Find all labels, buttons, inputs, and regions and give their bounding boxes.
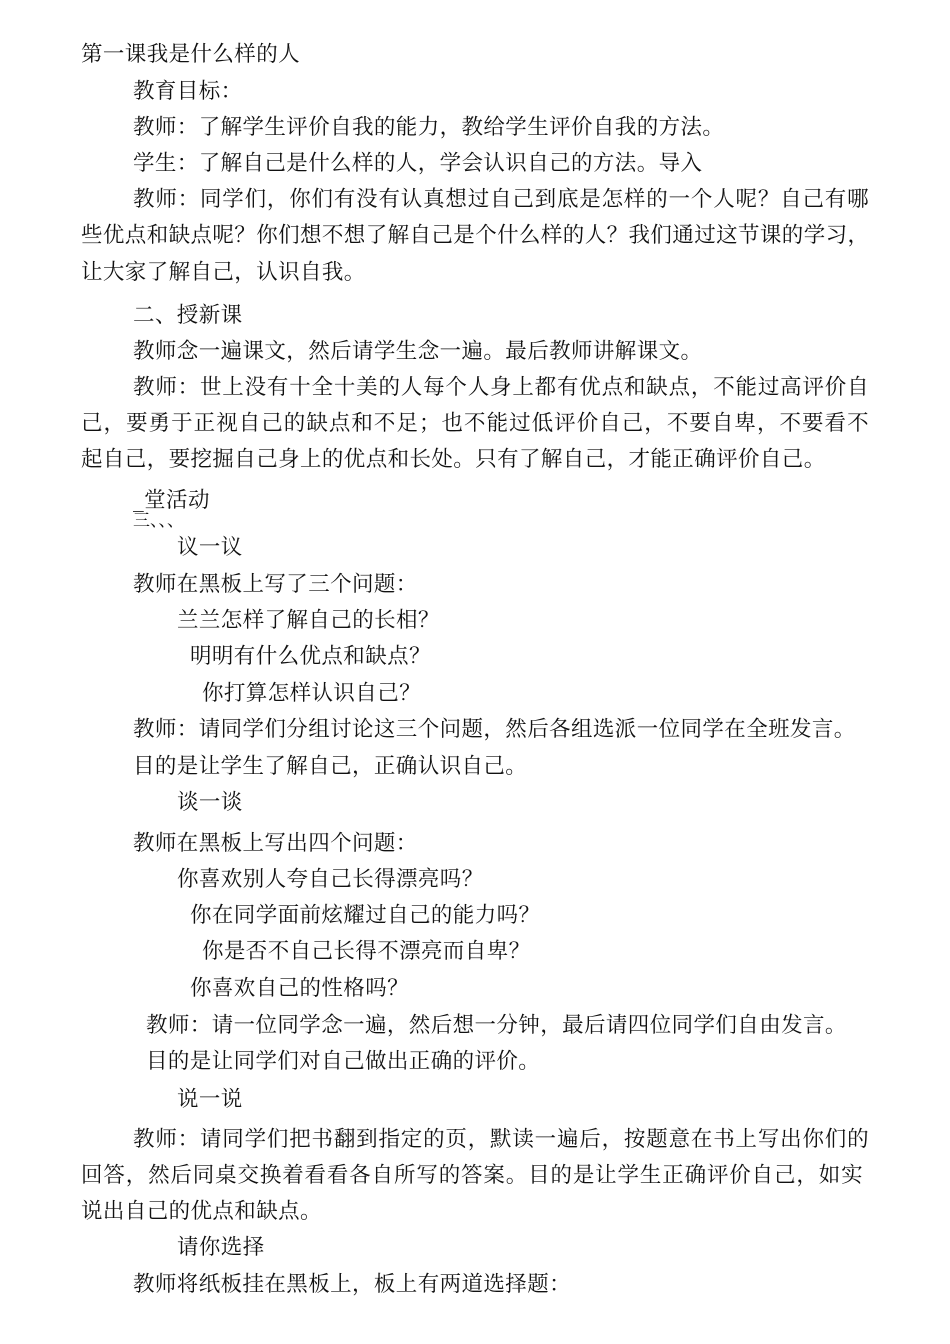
activity-purpose: 目的是让学生了解自己，正确认识自己。 [133, 754, 528, 779]
question-item: 你喜欢别人夸自己长得漂亮吗？ [177, 867, 484, 892]
activity-instruction: 教师：请一位同学念一遍，然后想一分钟，最后请四位同学们自由发言。 [146, 1013, 847, 1038]
activity-heading: 请你选择 [177, 1235, 265, 1260]
intro-paragraph-line: 让大家了解自己，认识自我。 [81, 260, 366, 285]
activity-paragraph-line: 教师：请同学们把书翻到指定的页，默读一遍后，按题意在书上写出你们的 [133, 1127, 869, 1152]
activity-intro: 教师在黑板上写了三个问题： [133, 572, 418, 597]
section3-number-marks: 三、、、 [133, 511, 184, 531]
goals-heading: 教育目标： [133, 79, 243, 104]
question-item: 你喜欢自己的性格吗？ [190, 976, 410, 1001]
question-item: 你是否不自己长得不漂亮而自卑？ [202, 939, 531, 964]
goal-student: 学生：了解自己是什么样的人，学会认识自己的方法。导入 [133, 151, 703, 176]
activity-intro: 教师在黑板上写出四个问题： [133, 831, 418, 856]
intro-paragraph-line: 些优点和缺点呢？你们想不想了解自己是个什么样的人？我们通过这节课的学习， [81, 223, 870, 248]
activity-heading: 谈一谈 [177, 790, 243, 815]
question-item: 你打算怎样认识自己？ [202, 681, 422, 706]
lesson-title: 第一课我是什么样的人 [81, 42, 301, 67]
activity-intro: 教师将纸板挂在黑板上，板上有两道选择题： [133, 1272, 572, 1297]
activity-purpose: 目的是让同学们对自己做出正确的评价。 [146, 1049, 541, 1074]
section3-heading: _堂活动 [133, 488, 210, 513]
activity-paragraph-line: 说出自己的优点和缺点。 [81, 1199, 322, 1224]
section2-paragraph-line: 己，要勇于正视自己的缺点和不足；也不能过低评价自己，不要自卑，不要看不 [81, 411, 869, 436]
section2-paragraph-line: 教师：世上没有十全十美的人每个人身上都有优点和缺点，不能过高评价自 [133, 375, 869, 400]
activity-heading: 议一议 [177, 535, 243, 560]
section2-paragraph: 教师念一遍课文，然后请学生念一遍。最后教师讲解课文。 [133, 339, 703, 364]
question-item: 兰兰怎样了解自己的长相？ [177, 608, 440, 633]
question-item: 你在同学面前炫耀过自己的能力吗？ [190, 903, 541, 928]
activity-paragraph-line: 回答，然后同桌交换着看看各自所写的答案。目的是让学生正确评价自己，如实 [81, 1163, 863, 1188]
question-item: 明明有什么优点和缺点？ [190, 644, 431, 669]
goal-teacher: 教师：了解学生评价自我的能力，教给学生评价自我的方法。 [133, 115, 725, 140]
activity-heading: 说一说 [177, 1087, 243, 1112]
activity-instruction: 教师：请同学们分组讨论这三个问题，然后各组选派一位同学在全班发言。 [133, 717, 856, 742]
section2-paragraph-line: 起自己，要挖掘自己身上的优点和长处。只有了解自己，才能正确评价自己。 [81, 447, 826, 472]
intro-paragraph-line: 教师：同学们，你们有没有认真想过自己到底是怎样的一个人呢？自己有哪 [133, 187, 869, 212]
section2-heading: 二、授新课 [133, 303, 243, 328]
